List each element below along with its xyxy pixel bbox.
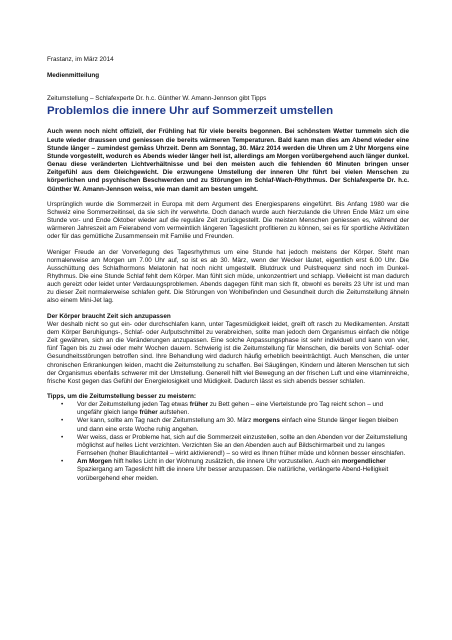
article-title: Problemlos die innere Uhr auf Sommerzeit umstellen (47, 105, 334, 118)
tip-text: zu Bett gehen – eine Viertelstunde pro Tag reicht schon – und ungefähr gleich lange (77, 401, 384, 417)
paragraph-body-effects: Weniger Freude an der Vorverlegung des Tagesrhythmus um eine Stunde hat jedoch meistens der Körper. Steht man normalerweise am Morgen um 7.00 Uhr auf, so ist es ab 30. März, wenn der Wecker läutet, eigentlich erst 6.00 Uhr. Die Ausschüttung des Schlafhormons Melatonin hat noch nicht umgestellt. Blutdruck und Pulsfrequenz sind noch im Dunkel-Rhythmus. Die eine Stunde Schlaf fehlt dem Körper. Man fühlt sich müde, unkonzentriert und schlapp. Vielleicht ist man dadurch auch gereizt oder leidet unter Verdauungsproblemen. Abends dagegen fühlt man sich fit, obwohl es bereits 23 Uhr ist und man zu dieser Zeit normalerweise schlafen geht. Die Störungen von Wohlbefinden und Gesundheit durch die Zeitumstellung ähneln also einem Mini-Jet lag. (47, 248, 409, 305)
tip-text: Wer kann, sollte am Tag nach der Zeitumstellung am 30. März (77, 417, 254, 425)
list-item (47, 458, 409, 482)
article-kicker: Zeitumstellung – Schlafexperte Dr. h.c. Günther W. Amann-Jennson gibt Tipps (47, 95, 267, 103)
bullet-icon: • (61, 417, 64, 425)
tip-emphasis: früher (139, 409, 158, 417)
tip-emphasis: morgens (253, 417, 280, 425)
tip-text: aufstehen. (157, 409, 190, 417)
tip-emphasis: morgendlicher (341, 458, 386, 466)
bullet-icon: • (61, 401, 64, 409)
paragraph-adaptation: Wer deshalb nicht so gut ein- oder durchschlafen kann, unter Tagesmüdigkeit leidet, greift oft rasch zu Medikamenten. Anstatt dem Körper Beruhigungs-, Schlaf- oder Aufputschmittel zu verabreichen, sollte man jedoch dem Organismus einfach die nötige Zeit gewähren, sich an die Veränderungen anzupassen. Eine solche Anpassungsphase ist sehr individuell und kann von vier, fünf Tagen bis zu zwei oder mehr Wochen dauern. Schwierig ist die Zeitumstellung für Menschen, die bereits von Schlaf- oder Gesundheitsstörungen betroffen sind. Ihre Behandlung wird dadurch häufig erheblich beeinträchtigt. Auch Menschen, die unter chronischen Erkrankungen leiden, macht die Zeitumstellung zu schaffen. Bei Säuglingen, Kindern und älteren Menschen tut sich der Organismus ebenfalls schwerer mit der Umstellung. Generell hilft viel Bewegung an der frischen Luft und eine vitaminreiche, frische Kost gegen das Gefühl der Energielosigkeit und Müdigkeit. Dadurch lässt es sich abends besser schlafen. (47, 320, 409, 385)
dateline: Frastanz, im März 2014 (47, 56, 114, 63)
list-item (47, 417, 409, 433)
subheading-adaptation: Der Körper braucht Zeit sich anzupassen (47, 312, 171, 320)
tip-text: Spaziergang am Tageslicht hilft die innere Uhr besser anzupassen. Die natürliche, verlängerte Abend-Helligkeit vorübergehend eher meiden. (77, 466, 389, 482)
bullet-icon: • (61, 458, 64, 466)
tip-text: einfach eine Stunde länger liegen bleiben und dann eine erste Woche ruhig angehen. (77, 417, 399, 433)
tip-emphasis: früher (189, 401, 209, 409)
tip-text: Vor der Zeitumstellung jeden Tag etwas (77, 401, 190, 409)
bullet-icon: • (61, 433, 64, 441)
list-item (47, 434, 409, 458)
list-item (47, 401, 409, 417)
press-release (47, 56, 409, 483)
document-label: Medienmitteilung (47, 72, 100, 80)
tip-text: Wer weiss, dass er Probleme hat, sich auf die Sommerzeit einzustellen, sollte an den Abenden vor der Zeitumstellung möglichst auf helles Licht verzichten. Verzichten Sie an den Abenden auch auf Bildschirmarbeit und zu langes Fernsehen (hoher Blaulichtanteil – wirkt aktivierend!) – so wird es Ihnen früher müde und können besser einschlafen. (77, 433, 408, 458)
subheading-tips: Tipps, um die Zeitumstellung besser zu meistern: (47, 393, 196, 400)
paragraph-history: Ursprünglich wurde die Sommerzeit in Europa mit dem Argument des Energiesparens eingeführt. Bis Anfang 1980 war die Schweiz eine Sommerzeitinsel, da sie sich ihr verwehrte. Doch danach wurde auch hierzulande die Uhren Ende März um eine Stunde vor- und Ende Oktober wieder auf die reguläre Zeit zurückgestellt. Die meisten Menschen geniessen es, während der wärmeren Jahreszeit am Feierabend vom vermeintlich längeren Tageslicht profitieren zu können, sei es für sportliche Aktivitäten oder für das gemütliche Zusammensein mit Familie und Freunden. (47, 200, 409, 241)
tip-emphasis: Am Morgen (77, 458, 112, 466)
tips-list (47, 401, 409, 483)
tip-text: hilft helles Licht in der Wohnung zusätzlich, die innere Uhr vorzustellen. Auch ein (111, 458, 342, 466)
article-lead: Auch wenn noch nicht offiziell, der Frühling hat für viele bereits begonnen. Bei schönstem Wetter tummeln sich die Leute wieder draussen und geniessen die bereits wärmeren Temperaturen. Bald kann man dies am Abend wieder eine Stunde länger – zumindest gemäss Uhrzeit. Denn am Sonntag, 30. März 2014 werden die Uhren um 2 Uhr Morgens eine Stunde vorgestellt, wodurch es Abends wieder länger hell ist, allerdings am Morgen vorübergehend auch länger dunkel. Genau diese veränderten Lichtverhältnisse und bei den meisten auch die fehlenden 60 Minuten bringen unser Zeitgefühl aus dem Gleichgewicht. Die erzwungene Umstellung der inneren Uhr führt bei vielen Menschen zu körperlichen und psychischen Beschwerden und zu Störungen im Schlaf-Wach-Rhythmus. Der Schlafexperte Dr. h.c. Günther W. Amann-Jennson weiss, wie man damit am besten umgeht. (47, 128, 409, 193)
